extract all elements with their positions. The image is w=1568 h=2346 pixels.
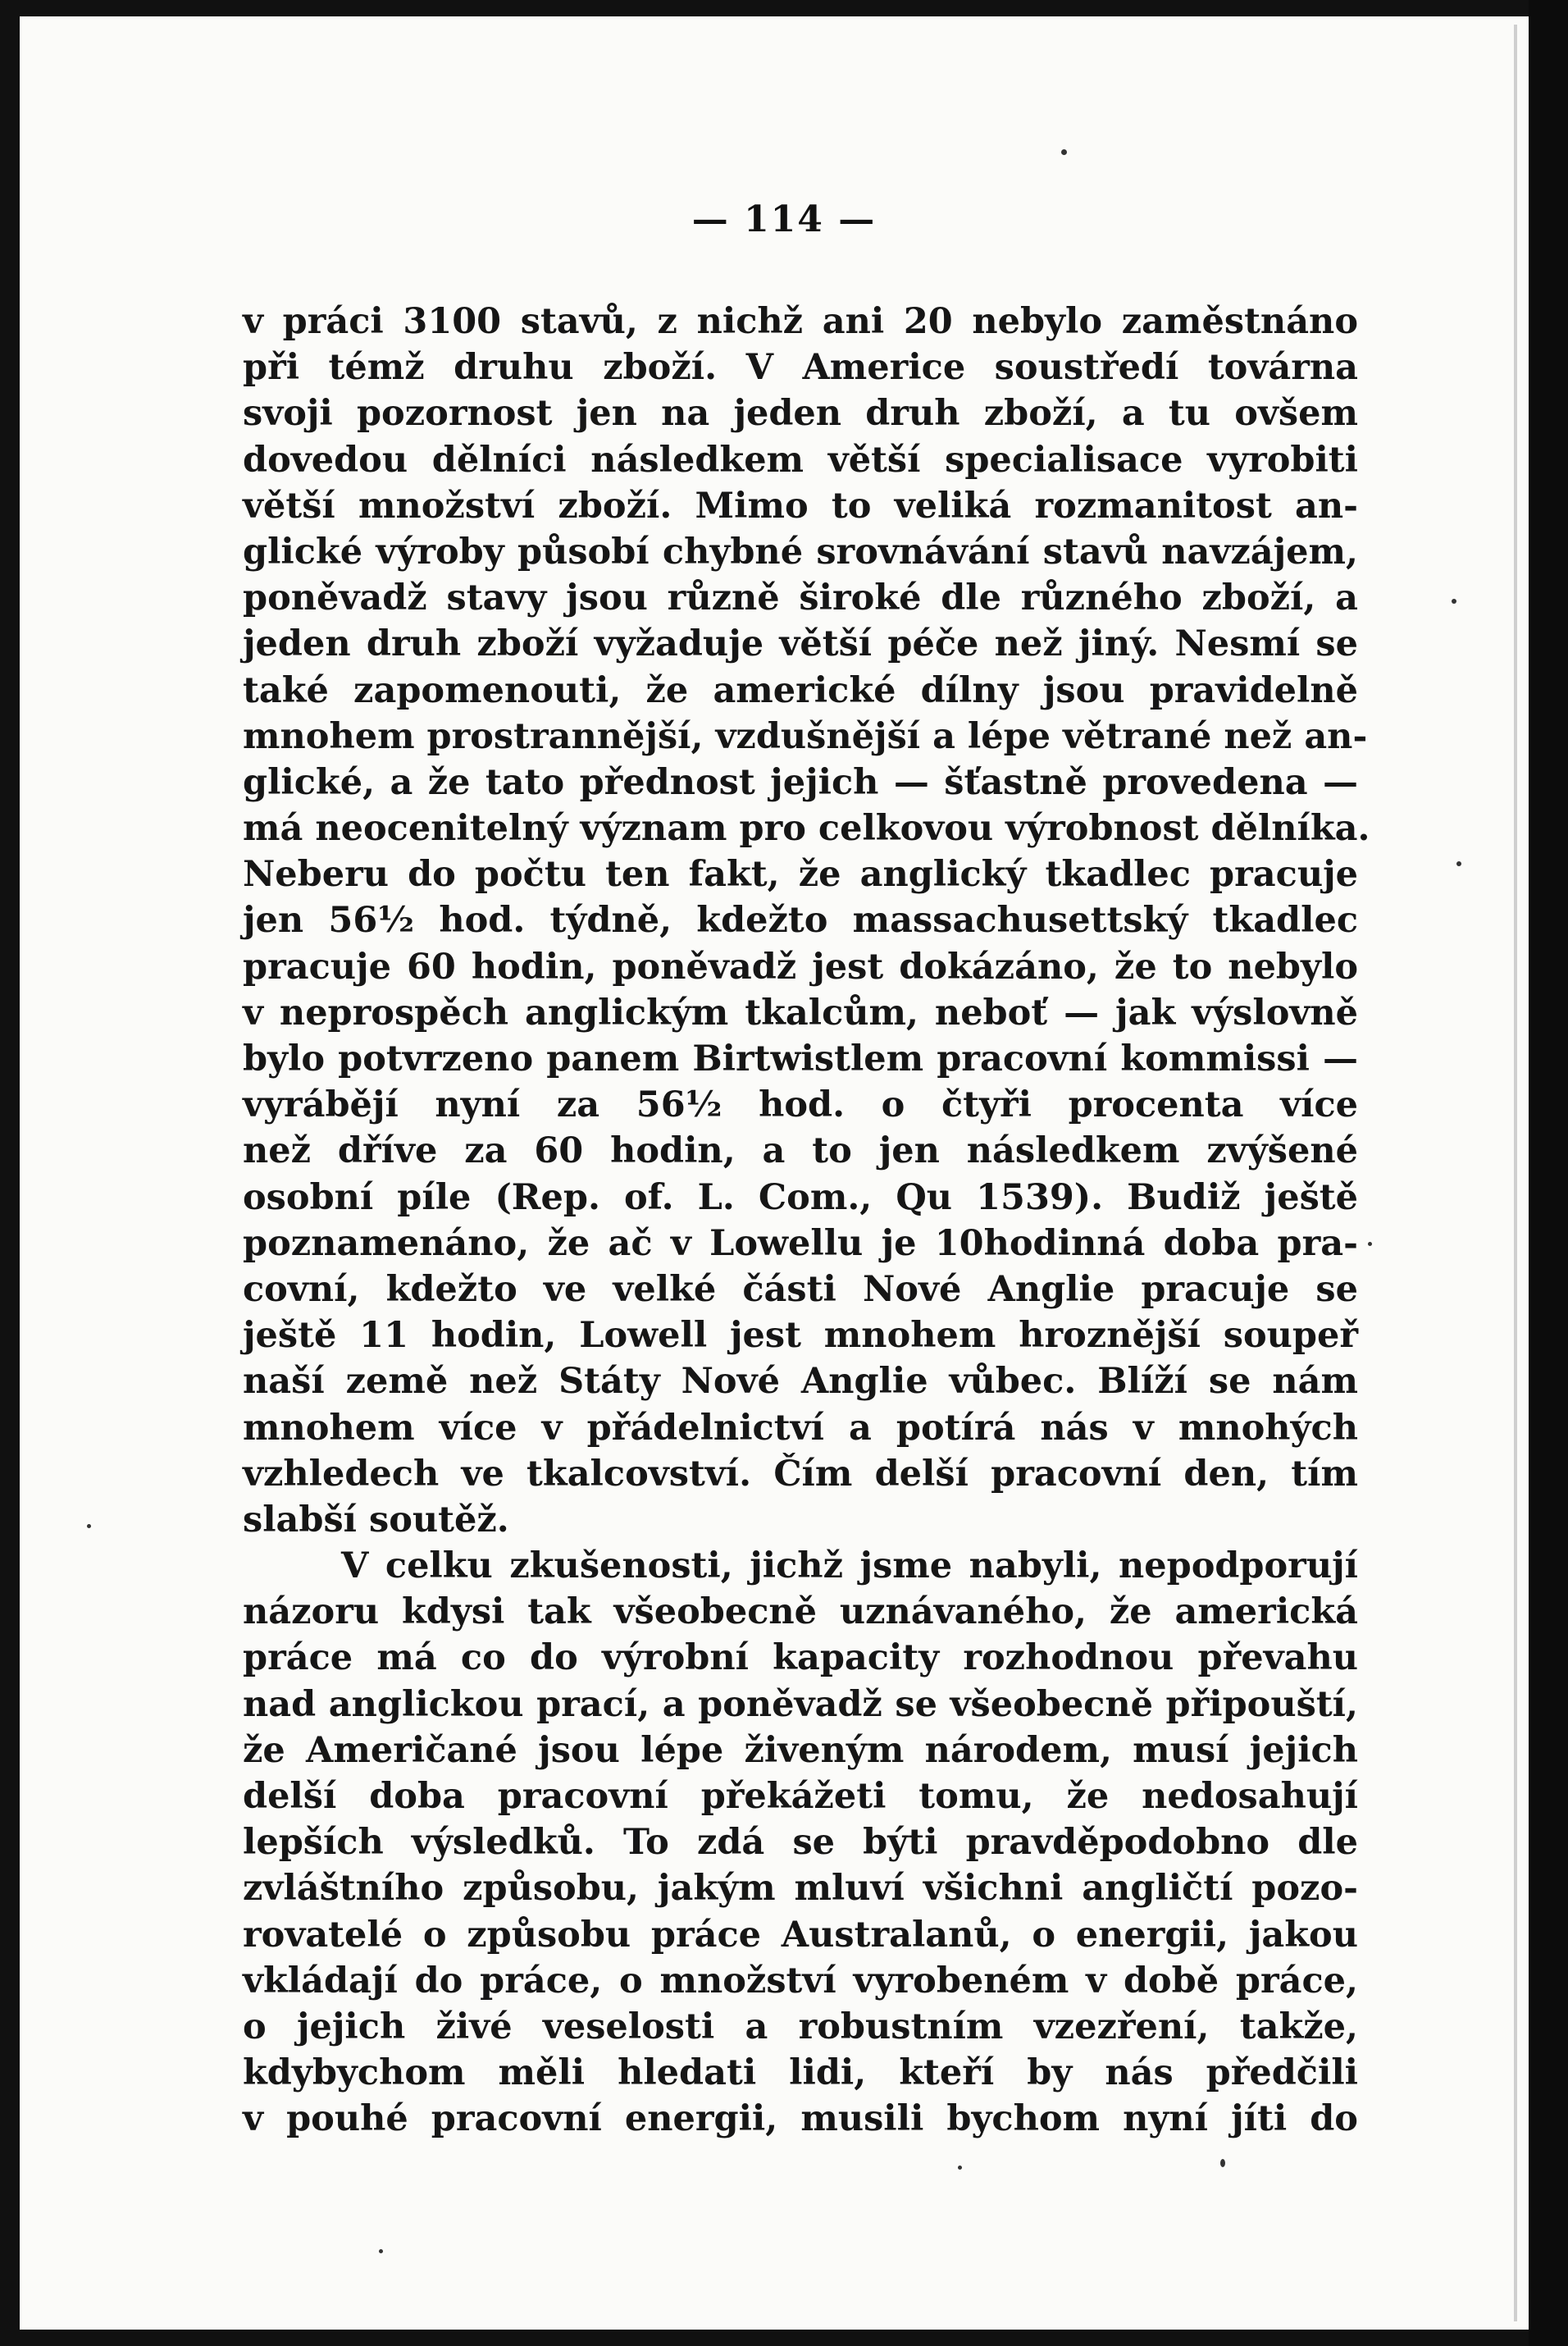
dust-speck <box>1220 2159 1225 2167</box>
text-line: při témž druhu zboží. V Americe soustředí továrna <box>243 347 1358 389</box>
text-line: Neberu do počtu ten fakt, že anglický tkadlec pracuje <box>243 854 1358 896</box>
text-line: dovedou dělníci následkem větší specialisace vyrobiti <box>243 439 1358 481</box>
text-line: v pouhé pracovní energii, musili bychom nyní jíti do <box>243 2098 1358 2140</box>
text-line: svoji pozornost jen na jeden druh zboží, a tu ovšem <box>243 393 1358 435</box>
text-line: poněvadž stavy jsou různě široké dle různého zboží, a <box>243 577 1358 619</box>
text-line: jeden druh zboží vyžaduje větší péče než jiný. Nesmí se <box>243 623 1358 665</box>
text-line: má neocenitelný význam pro celkovou výrobnost dělníka. <box>243 808 1370 850</box>
text-line: větší množství zboží. Mimo to veliká rozmanitost an- <box>243 485 1358 527</box>
text-line: mnohem více v přádelnictví a potírá nás v mnohých <box>243 1407 1358 1449</box>
text-line: že Američané jsou lépe živeným národem, musí jejich <box>243 1729 1358 1771</box>
text-line: práce má co do výrobní kapacity rozhodnou převahu <box>243 1637 1358 1679</box>
text-line: v práci 3100 stavů, z nichž ani 20 nebylo zaměstnáno <box>243 301 1358 342</box>
dust-speck <box>379 2249 383 2253</box>
text-line: delší doba pracovní překážeti tomu, že nedosahují <box>243 1776 1358 1817</box>
text-line: vzhledech ve tkalcovství. Čím delší pracovní den, tím <box>243 1453 1358 1495</box>
text-line: glické, a že tato přednost jejich — šťastně provedena — <box>243 761 1358 803</box>
text-line: bylo potvrzeno panem Birtwistlem pracovní kommissi — <box>243 1038 1358 1079</box>
text-line: pracuje 60 hodin, poněvadž jest dokázáno, že to nebylo <box>243 946 1358 988</box>
page-edge-shadow <box>1514 25 1517 2321</box>
text-line: zvláštního způsobu, jakým mluví všichni angličtí pozo- <box>243 1868 1358 1910</box>
dust-speck <box>1368 1242 1372 1246</box>
text-line: vyrábějí nyní za 56½ hod. o čtyři procenta více <box>243 1084 1358 1126</box>
text-line: vkládají do práce, o množství vyrobeném v době práce, <box>243 1960 1358 2001</box>
text-line: poznamenáno, že ač v Lowellu je 10hodinná doba pra- <box>243 1222 1358 1264</box>
paragraph-start-line: V celku zkušenosti, jichž jsme nabyli, nepodporují <box>341 1545 1358 1587</box>
page-number: — 114 — <box>691 199 877 240</box>
dust-speck <box>1456 861 1461 866</box>
dust-speck <box>1061 149 1067 155</box>
text-line: rovatelé o způsobu práce Australanů, o energii, jakou <box>243 1914 1358 1956</box>
text-line: kdybychom měli hledati lidi, kteří by nás předčili <box>243 2052 1358 2094</box>
text-line: o jejich živé veselosti a robustním vzezření, takže, <box>243 2006 1358 2047</box>
text-line: covní, kdežto ve velké části Nové Anglie pracuje se <box>243 1268 1358 1310</box>
text-line: ještě 11 hodin, Lowell jest mnohem hroznější soupeř <box>243 1315 1358 1357</box>
text-line: názoru kdysi tak všeobecně uznávaného, že americká <box>243 1591 1358 1633</box>
text-line: jen 56½ hod. týdně, kdežto massachusettský tkadlec <box>243 900 1358 942</box>
text-line: lepších výsledků. To zdá se býti pravděpodobno dle <box>243 1822 1358 1864</box>
text-line: mnohem prostrannější, vzdušnější a lépe větrané než an- <box>243 715 1368 757</box>
text-line: než dříve za 60 hodin, a to jen následkem zvýšené <box>243 1130 1358 1172</box>
paragraph-end-line: slabší soutěž. <box>243 1499 509 1540</box>
scan-border-right <box>1529 0 1568 2346</box>
body-text <box>243 299 1370 2143</box>
text-line: nad anglickou prací, a poněvadž se všeobecně připouští, <box>243 1683 1358 1725</box>
text-line: osobní píle (Rep. of. L. Com., Qu 1539). Budiž ještě <box>243 1176 1358 1218</box>
text-line: v neprospěch anglickým tkalcům, neboť — jak výslovně <box>243 992 1358 1034</box>
dust-speck <box>87 1524 91 1528</box>
dust-speck <box>1452 599 1456 604</box>
text-line: také zapomenouti, že americké dílny jsou pravidelně <box>243 669 1358 711</box>
text-line: naší země než Státy Nové Anglie vůbec. Blíží se nám <box>243 1361 1358 1403</box>
dust-speck <box>958 2166 962 2170</box>
text-line: glické výroby působí chybné srovnávání stavů navzájem, <box>243 531 1358 573</box>
